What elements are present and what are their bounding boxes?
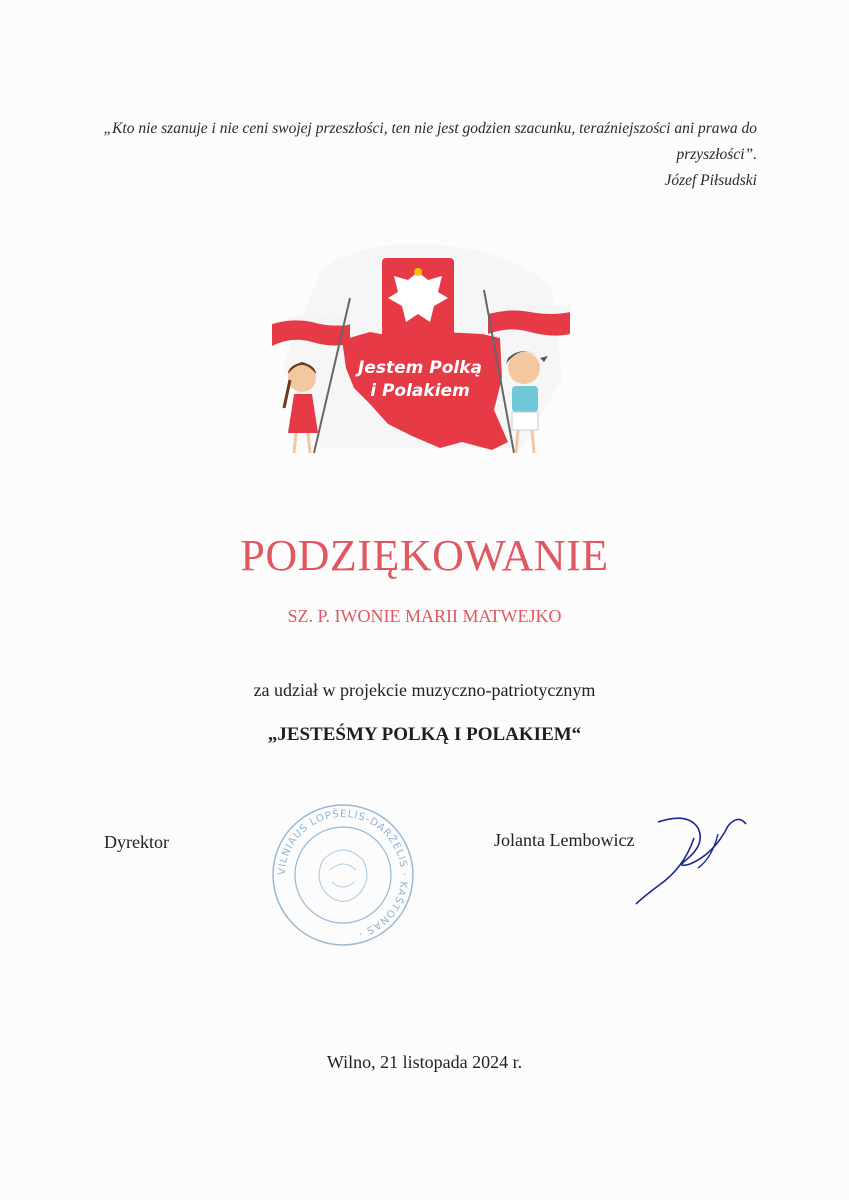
project-name: „JESTEŚMY POLKĄ I POLAKIEM“ (267, 724, 582, 745)
recipient-name: SZ. P. IWONIE MARII MATWEJKO (287, 606, 562, 626)
signatory-name: Jolanta Lembowicz (494, 830, 635, 850)
quote-text: „Kto nie szanuje i nie ceni swojej przeszłości, ten nie jest godzien szacunku, teraźniejszości ani prawa do przyszłości”. (103, 120, 757, 163)
logo-text-line2: i Polakiem (370, 381, 470, 401)
girl-figure-icon (284, 362, 318, 453)
certificate-title: PODZIĘKOWANIE (240, 531, 609, 580)
award-reason: za udział w projekcie muzyczno-patriotycznym (253, 680, 596, 700)
official-stamp (268, 800, 418, 950)
project-logo (262, 228, 582, 468)
place-and-date: Wilno, 21 listopada 2024 r. (326, 1052, 523, 1072)
signatory-role: Dyrektor (104, 832, 169, 852)
logo-text-line1: Jestem Polką (357, 358, 483, 378)
handwritten-signature (628, 808, 768, 908)
quote-author: Józef Piłsudski (664, 172, 757, 189)
stamp-text: VILNIAUS LOPŠELIS-DARŽELIS · KAŠTONAS · (276, 808, 410, 939)
